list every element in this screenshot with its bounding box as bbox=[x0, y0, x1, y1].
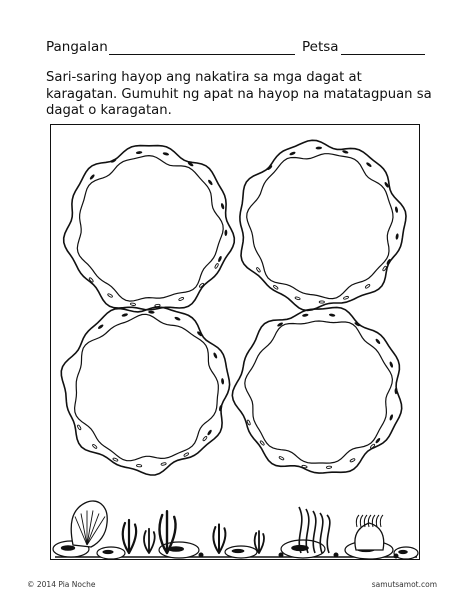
bubble-highlight bbox=[184, 452, 190, 457]
shell-dot bbox=[199, 553, 204, 558]
bubble-highlight bbox=[326, 466, 331, 469]
bubble-highlight bbox=[97, 324, 104, 330]
bubble-highlight bbox=[260, 440, 265, 445]
bubble-highlight bbox=[375, 437, 381, 444]
bubble-highlight bbox=[92, 444, 97, 449]
bubble-highlight bbox=[89, 174, 95, 181]
bubble-highlight bbox=[389, 414, 394, 421]
bubble-outer-2 bbox=[240, 140, 406, 310]
bubble-highlight bbox=[395, 388, 398, 394]
rock-shade bbox=[102, 550, 113, 554]
bubble-highlight bbox=[136, 464, 141, 467]
rock-shade bbox=[232, 549, 245, 553]
bubble-outer-1 bbox=[64, 146, 235, 310]
bubble-highlight bbox=[319, 301, 324, 303]
anemone-tentacle bbox=[376, 515, 379, 527]
bubble-highlight bbox=[342, 150, 349, 155]
bubble-highlight bbox=[279, 456, 285, 460]
bubble-highlight bbox=[217, 256, 222, 263]
bubble-highlight bbox=[395, 233, 399, 240]
bubble-highlight bbox=[221, 378, 224, 385]
seaweed-blade bbox=[327, 515, 330, 553]
bubble-highlight bbox=[302, 313, 309, 317]
bubble-highlight bbox=[375, 338, 381, 345]
anemone-tentacle bbox=[356, 515, 359, 527]
coral-branch bbox=[255, 531, 264, 553]
bubble-highlight bbox=[162, 152, 169, 156]
copyright-text: © 2014 Pia Noche bbox=[27, 580, 96, 589]
bubble-highlight bbox=[224, 230, 227, 237]
drawing-frame bbox=[50, 124, 420, 560]
coral-branch bbox=[213, 524, 225, 553]
bubble-highlight bbox=[113, 458, 119, 462]
bubble-highlight bbox=[295, 296, 301, 300]
bubble-highlight bbox=[277, 322, 284, 328]
rock-shade bbox=[398, 550, 408, 554]
rock-shade bbox=[61, 545, 75, 551]
bubble-highlight bbox=[350, 458, 356, 462]
shell-dot bbox=[394, 554, 399, 559]
bubble-highlight bbox=[148, 311, 155, 314]
sea-anemone bbox=[355, 523, 384, 550]
bubble-outer-3 bbox=[61, 307, 229, 475]
bubble-highlight bbox=[174, 316, 181, 321]
bubble-highlight bbox=[121, 313, 128, 317]
date-blank-line[interactable] bbox=[341, 54, 425, 55]
bubble-highlight bbox=[107, 293, 113, 298]
name-blank-line[interactable] bbox=[109, 54, 295, 55]
worksheet-header bbox=[46, 39, 428, 59]
coral-branch bbox=[144, 529, 155, 553]
shell-dot bbox=[279, 553, 284, 558]
bubble-highlight bbox=[213, 352, 218, 359]
bubble-highlight bbox=[207, 179, 213, 186]
bubble-highlight bbox=[389, 361, 394, 368]
anemone-tentacle bbox=[380, 515, 383, 527]
bubble-highlight bbox=[289, 151, 296, 156]
shell-dot bbox=[334, 553, 339, 558]
bubble-highlight bbox=[202, 436, 207, 441]
bubble-highlight bbox=[77, 425, 82, 431]
bubble-highlight bbox=[329, 313, 336, 317]
bubble-highlight bbox=[273, 285, 279, 290]
website-text: samutsamot.com bbox=[371, 580, 437, 589]
bubble-highlight bbox=[316, 146, 322, 149]
frame-illustration bbox=[51, 125, 420, 560]
bubble-outer-4 bbox=[232, 307, 401, 473]
bubble-inner-3 bbox=[75, 314, 219, 460]
date-label: Petsa bbox=[302, 39, 339, 55]
bubble-highlight bbox=[220, 203, 225, 210]
bubble-highlight bbox=[395, 206, 399, 213]
bubble-highlight bbox=[366, 162, 373, 168]
anemone-tentacle bbox=[360, 515, 363, 527]
bubble-highlight bbox=[343, 296, 349, 300]
instructions-text: Sari-saring hayop ang nakatira sa mga dagat at karagatan. Gumuhit ng apat na hayop na matatagpuan sa dagat o karagatan. bbox=[46, 70, 432, 119]
bubble-inner-4 bbox=[245, 321, 393, 463]
bubble-inner-2 bbox=[247, 154, 393, 299]
bubble-inner-1 bbox=[77, 156, 223, 302]
bubble-highlight bbox=[130, 303, 136, 306]
bubble-highlight bbox=[161, 462, 167, 465]
bubble-highlight bbox=[256, 267, 261, 273]
bubble-highlight bbox=[178, 297, 184, 301]
bubble-highlight bbox=[365, 284, 370, 289]
bubble-highlight bbox=[214, 263, 218, 269]
bubble-highlight bbox=[136, 151, 143, 155]
coral-branch bbox=[123, 520, 136, 553]
name-label: Pangalan bbox=[46, 39, 108, 55]
bubble-highlight bbox=[207, 429, 213, 436]
